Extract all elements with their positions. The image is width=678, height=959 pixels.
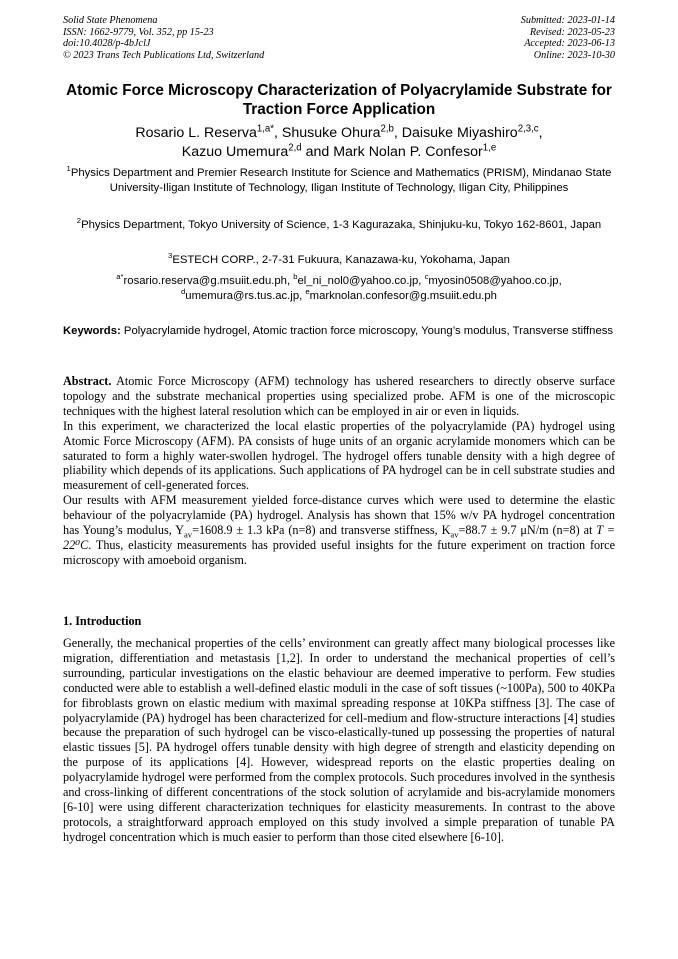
affiliation-text: Physics Department, Tokyo University of Science, 1-3 Kagurazaka, Shinjuku-ku, Tokyo 162-8601, Japan bbox=[81, 219, 602, 231]
affiliation-number: 1 bbox=[66, 164, 71, 174]
issn-volume: ISSN: 1662-9779, Vol. 352, pp 15-23 bbox=[63, 26, 214, 38]
abstract-block bbox=[63, 374, 615, 568]
author-emails bbox=[63, 274, 615, 305]
author-affil-mark: 2,d bbox=[288, 142, 302, 154]
author-name: Daisuke Miyashiro bbox=[401, 125, 518, 141]
introduction-paragraph: Generally, the mechanical properties of the cells’ environment can greatly affect many biological processes like migration, differentiation and metastasis [1,2]. In order to understand the mechanical properties of cell’s surrounding, particular investigations on the elastic behaviour are deemed imperative to perform. Few studies conducted were able to establish a well-defined elastic moduli in the case of soft tissues (~100Pa), 500 to 40KPa for fibroblasts grown on elastic medium with maximal spreading response at 10KPa stiffness [3]. The case of polyacrylamide (PA) hydrogel has been characterized for cell-medium and flow-structure interactions [4] studies because the preparation of such hydrogel can be visco-elastically-tuned up possessing the properties of natural elastic tissues [5]. PA hydrogel offers tunable density with high degree of strength and elasticity depending on the purpose of its applications [4]. However, widespread reports on the elastic properties dealing on polyacrylamide hydrogel were performed from the complex protocols. Such procedures involved in the synthesis and cross-linking of different concentrations of the stock solution of acrylamide and bis-acrylamide monomers [6-10] were using different characterization techniques for elasticity measurements. In contrast to the above protocols, a straightforward approach employed on this study involved a simple preparation of tunable PA hydrogel concentration which is much easier to perform than those cited elsewhere [6-10]. bbox=[63, 636, 615, 844]
journal-info bbox=[63, 15, 264, 61]
affiliation-text: ESTECH CORP., 2-7-31 Fukuura, Kanazawa-ku, Yokohama, Japan bbox=[172, 254, 510, 266]
author-list: Rosario L. Reserva$^{1,a*}$, Shusuke Ohura$^{2,b}$, Daisuke Miyashiro$^{2,3,c}$, Kazuo Umemura$^{2,d}$ and Mark Nolan P. Confesor$^{1,e}$ bbox=[135, 123, 543, 160]
email-mark: a* bbox=[116, 272, 124, 282]
abstract-paragraph: In this experiment, we characterized the local elastic properties of the polyacrylamide (PA) hydrogel using Atomic Force Microscopy (AFM). PA consists of huge units of an organic acrylamide monomers which can be saturated to form a highly water-swollen hydrogel. The hydrogel offers tunable density with a high degree of pliability which depends of its applications. Such applications of PA hydrogel can be in cell substrate studies and measurement of cell-generated forces. bbox=[63, 418, 615, 493]
author-affil-mark: 2,3,c bbox=[517, 123, 539, 135]
subscript: av bbox=[184, 529, 193, 540]
submitted-date: Submitted: 2023-01-14 bbox=[520, 15, 615, 26]
abstract-text: Our results with AFM measurement yielded force-distance curves which were used to determine the elastic behaviour of the polyacrylamide (PA) hydrogel. Analysis has shown that 15% w/v PA hydrogel concentration has Young’s modulus, Y bbox=[63, 493, 615, 538]
paper-title: Atomic Force Microscopy Characterization of Polyacrylamide Substrate for Traction Force Application bbox=[66, 82, 612, 118]
abstract-paragraph bbox=[63, 374, 615, 419]
email-address[interactable]: el_ni_nol0@yahoo.co.jp, bbox=[297, 275, 422, 287]
author-name: Rosario L. Reserva bbox=[135, 125, 257, 141]
abstract-text: =88.7 ± 9.7 μN/m (n=8) at bbox=[458, 523, 597, 538]
subscript: av bbox=[450, 529, 459, 540]
abstract-text: Atomic Force Microscopy (AFM) technology has ushered researchers to directly observe surface topology and the substrate mechanical properties using specialized probe. AFM is one of the microscopic techniques with the highest lateral resolution which can be employed in air or even in liquids. bbox=[63, 374, 615, 418]
affiliation-2 bbox=[63, 218, 615, 233]
doi: doi:10.4028/p-4bJclJ bbox=[63, 38, 151, 50]
online-date: Online: 2023-10-30 bbox=[533, 49, 615, 61]
revised-date: Revised: 2023-05-23 bbox=[529, 26, 615, 38]
journal-name: Solid State Phenomena bbox=[63, 15, 158, 26]
abstract-text: =1608.9 ± 1.3 kPa (n=8) and transverse stiffness, K bbox=[192, 523, 451, 538]
email-address[interactable]: rosario.reserva@g.msuiit.edu.ph, bbox=[123, 275, 291, 287]
email-address[interactable]: myosin0508@yahoo.co.jp, bbox=[428, 275, 562, 287]
author-conjunction: and bbox=[305, 144, 330, 160]
email-address[interactable]: marknolan.confesor@g.msuiit.edu.ph bbox=[309, 290, 497, 303]
affiliation-text: Physics Department and Premier Research Institute for Science and Mathematics (PRISM), Mindanao State University-Iligan Institute of Technology, Iligan Institute of Technology, Iligan City, Philippines bbox=[70, 167, 612, 195]
email-address[interactable]: umemura@rs.tus.ac.jp, bbox=[185, 290, 303, 303]
author-name: Mark Nolan P. Confesor bbox=[333, 144, 483, 160]
email-mark: d bbox=[181, 287, 186, 297]
temperature-math: T = 22⁰C bbox=[63, 523, 615, 552]
email-mark: c bbox=[424, 272, 429, 282]
publication-dates bbox=[521, 15, 615, 61]
accepted-date: Accepted: 2023-06-13 bbox=[524, 38, 615, 50]
author-name: Kazuo Umemura bbox=[181, 144, 289, 160]
keywords-block bbox=[63, 324, 615, 339]
affiliation-number: 2 bbox=[76, 216, 82, 226]
author-name: Shusuke Ohura bbox=[281, 125, 381, 141]
copyright: © 2023 Trans Tech Publications Ltd, Switzerland bbox=[63, 49, 265, 61]
affiliation-1 bbox=[63, 166, 615, 197]
keywords-label: Keywords: bbox=[63, 325, 121, 337]
affiliation-3 bbox=[63, 253, 615, 268]
author-affil-mark: 1,e bbox=[482, 142, 497, 154]
abstract-label: Abstract. bbox=[63, 374, 112, 388]
keywords-text: Polyacrylamide hydrogel, Atomic traction force microscopy, Young’s modulus, Transverse stiffness bbox=[123, 325, 614, 337]
abstract-paragraph bbox=[63, 493, 615, 568]
author-affil-mark: 2,b bbox=[380, 123, 394, 135]
affiliation-number: 3 bbox=[168, 251, 173, 261]
email-mark: b bbox=[293, 272, 298, 282]
email-mark: e bbox=[305, 287, 310, 297]
section-heading: 1. Introduction bbox=[63, 614, 142, 628]
abstract-text: . Thus, elasticity measurements has provided useful insights for the future experiment on traction force microscopy with amoeboid organism. bbox=[63, 537, 615, 567]
author-affil-mark: 1,a* bbox=[256, 123, 275, 135]
